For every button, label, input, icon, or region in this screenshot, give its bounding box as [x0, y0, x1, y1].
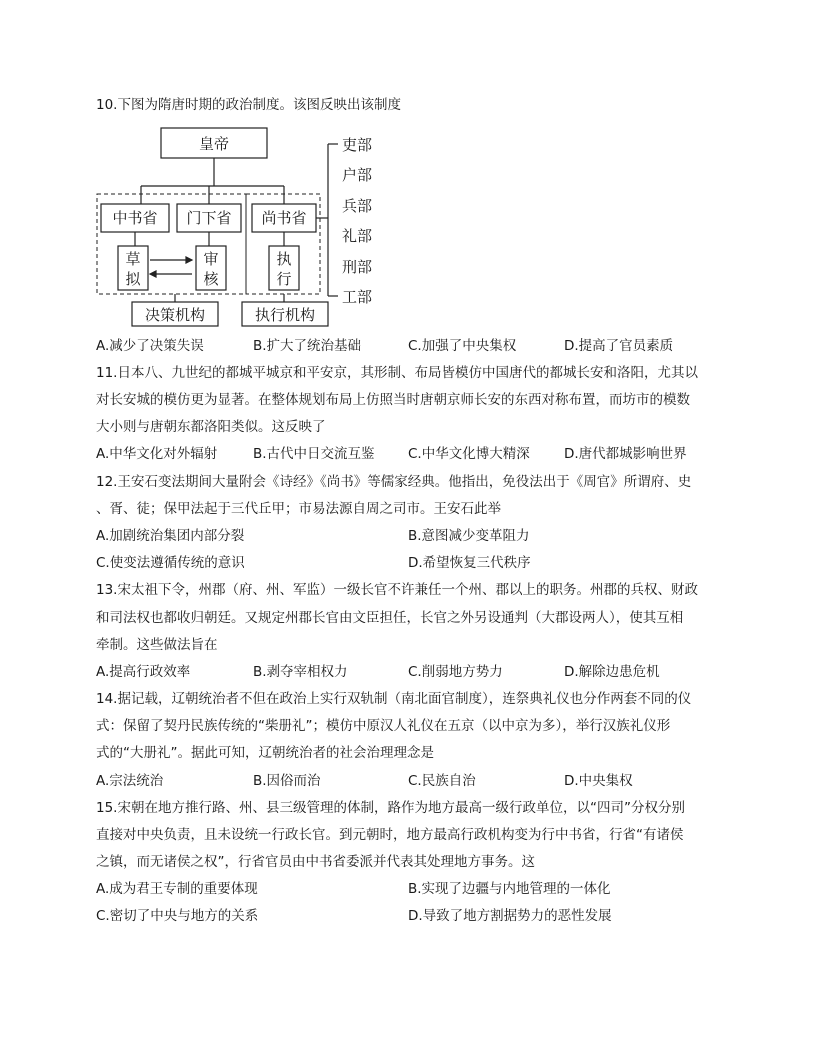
q12-option-b[interactable]: B.意图减少变革阻力 — [408, 528, 530, 544]
q11-line-2: 对长安城的模仿更为显著。在整体规划布局上仿照当时唐朝京师长安的东西对称布置，而坊市的模数 — [96, 392, 690, 408]
q11-line-1: 11.日本八、九世纪的都城平城京和平安京，其形制、布局皆模仿中国唐代的都城长安和洛阳，尤其以 — [96, 365, 698, 381]
q15-line-2: 直接对中央负责，且未设统一行政长官。到元朝时，地方最高行政机构变为行中书省，行省“有诸侯 — [96, 827, 684, 843]
emperor-label: 皇帝 — [198, 135, 230, 153]
q12-line-1: 12.王安石变法期间大量附会《诗经》《尚书》等儒家经典。他指出，免役法出于《周官》所谓府、史 — [96, 474, 692, 490]
q11-line-3: 大小则与唐朝东都洛阳类似。这反映了 — [96, 419, 326, 435]
review-label-2: 核 — [203, 270, 219, 288]
q10-stem: 10.下图为隋唐时期的政治制度。该图反映出该制度 — [96, 97, 401, 113]
decision-org-label: 决策机构 — [144, 306, 206, 324]
q12-option-c[interactable]: C.使变法遵循传统的意识 — [96, 555, 245, 571]
q10-option-d[interactable]: D.提高了官员素质 — [564, 338, 674, 354]
q10-option-c[interactable]: C.加强了中央集权 — [408, 338, 517, 354]
q13-option-d[interactable]: D.解除边患危机 — [564, 664, 660, 680]
q13-line-1: 13.宋太祖下令，州郡（府、州、军监）一级长官不许兼任一个州、郡以上的职务。州郡的兵权、财政 — [96, 582, 698, 598]
q13-line-2: 和司法权也都收归朝廷。又规定州郡长官由文臣担任，长官之外另设通判（大郡设两人），使其互相 — [96, 610, 684, 626]
q11-option-c[interactable]: C.中华文化博大精深 — [408, 446, 530, 462]
q13-line-3: 牵制。这些做法旨在 — [96, 637, 218, 653]
q14-option-c[interactable]: C.民族自治 — [408, 773, 476, 789]
q13-option-c[interactable]: C.削弱地方势力 — [408, 664, 503, 680]
q11-option-a[interactable]: A.中华文化对外辐射 — [96, 446, 218, 462]
shangshu-label: 尚书省 — [261, 209, 307, 227]
ministry-li: 吏部 — [342, 136, 373, 154]
q13-option-b[interactable]: B.剥夺宰相权力 — [253, 664, 348, 680]
draft-label-1: 草 — [125, 250, 141, 268]
q13-option-a[interactable]: A.提高行政效率 — [96, 664, 191, 680]
q12-option-a[interactable]: A.加剧统治集团内部分裂 — [96, 528, 245, 544]
q15-option-c[interactable]: C.密切了中央与地方的关系 — [96, 908, 259, 924]
execute-label-2: 行 — [276, 270, 292, 288]
q15-option-a[interactable]: A.成为君王专制的重要体现 — [96, 881, 258, 897]
q15-option-d[interactable]: D.导致了地方割据势力的恶性发展 — [408, 908, 612, 924]
menxia-label: 门下省 — [186, 209, 232, 227]
q11-option-b[interactable]: B.古代中日交流互鉴 — [253, 446, 375, 462]
zhongshu-label: 中书省 — [112, 209, 158, 227]
q14-line-3: 式的“大册礼”。据此可知，辽朝统治者的社会治理理念是 — [96, 745, 434, 761]
exec-org-label: 执行机构 — [254, 306, 316, 324]
q14-option-d[interactable]: D.中央集权 — [564, 773, 633, 789]
q11-option-d[interactable]: D.唐代都城影响世界 — [564, 446, 687, 462]
q15-line-3: 之镇，而无诸侯之权”，行省官员由中书省委派并代表其处理地方事务。这 — [96, 854, 535, 870]
ministry-li-rites: 礼部 — [342, 227, 373, 245]
ministry-xing: 刑部 — [342, 258, 373, 276]
ministry-bing: 兵部 — [342, 197, 373, 215]
q14-option-b[interactable]: B.因俗而治 — [253, 773, 321, 789]
ministry-hu: 户部 — [342, 166, 373, 184]
q10-option-b[interactable]: B.扩大了统治基础 — [253, 338, 362, 354]
q10-option-a[interactable]: A.减少了决策失误 — [96, 338, 204, 354]
q14-option-a[interactable]: A.宗法统治 — [96, 773, 164, 789]
q12-line-2: 、胥、徒；保甲法起于三代丘甲；市易法源自周之司市。王安石此举 — [96, 501, 501, 517]
draft-label-2: 拟 — [125, 270, 141, 288]
q14-line-2: 式：保留了契丹民族传统的“柴册礼”；模仿中原汉人礼仪在五京（以中京为多），举行汉族礼仪形 — [96, 718, 671, 734]
review-label-1: 审 — [203, 250, 219, 268]
q12-option-d[interactable]: D.希望恢复三代秩序 — [408, 555, 531, 571]
sui-tang-political-system-diagram — [96, 124, 386, 334]
q15-option-b[interactable]: B.实现了边疆与内地管理的一体化 — [408, 881, 611, 897]
q15-line-1: 15.宋朝在地方推行路、州、县三级管理的体制，路作为地方最高一级行政单位，以“四司”分权分别 — [96, 800, 685, 816]
execute-label-1: 执 — [276, 250, 292, 268]
ministry-gong: 工部 — [342, 288, 373, 306]
q14-line-1: 14.据记载，辽朝统治者不但在政治上实行双轨制（南北面官制度），连祭典礼仪也分作两套不同的仪 — [96, 691, 692, 707]
